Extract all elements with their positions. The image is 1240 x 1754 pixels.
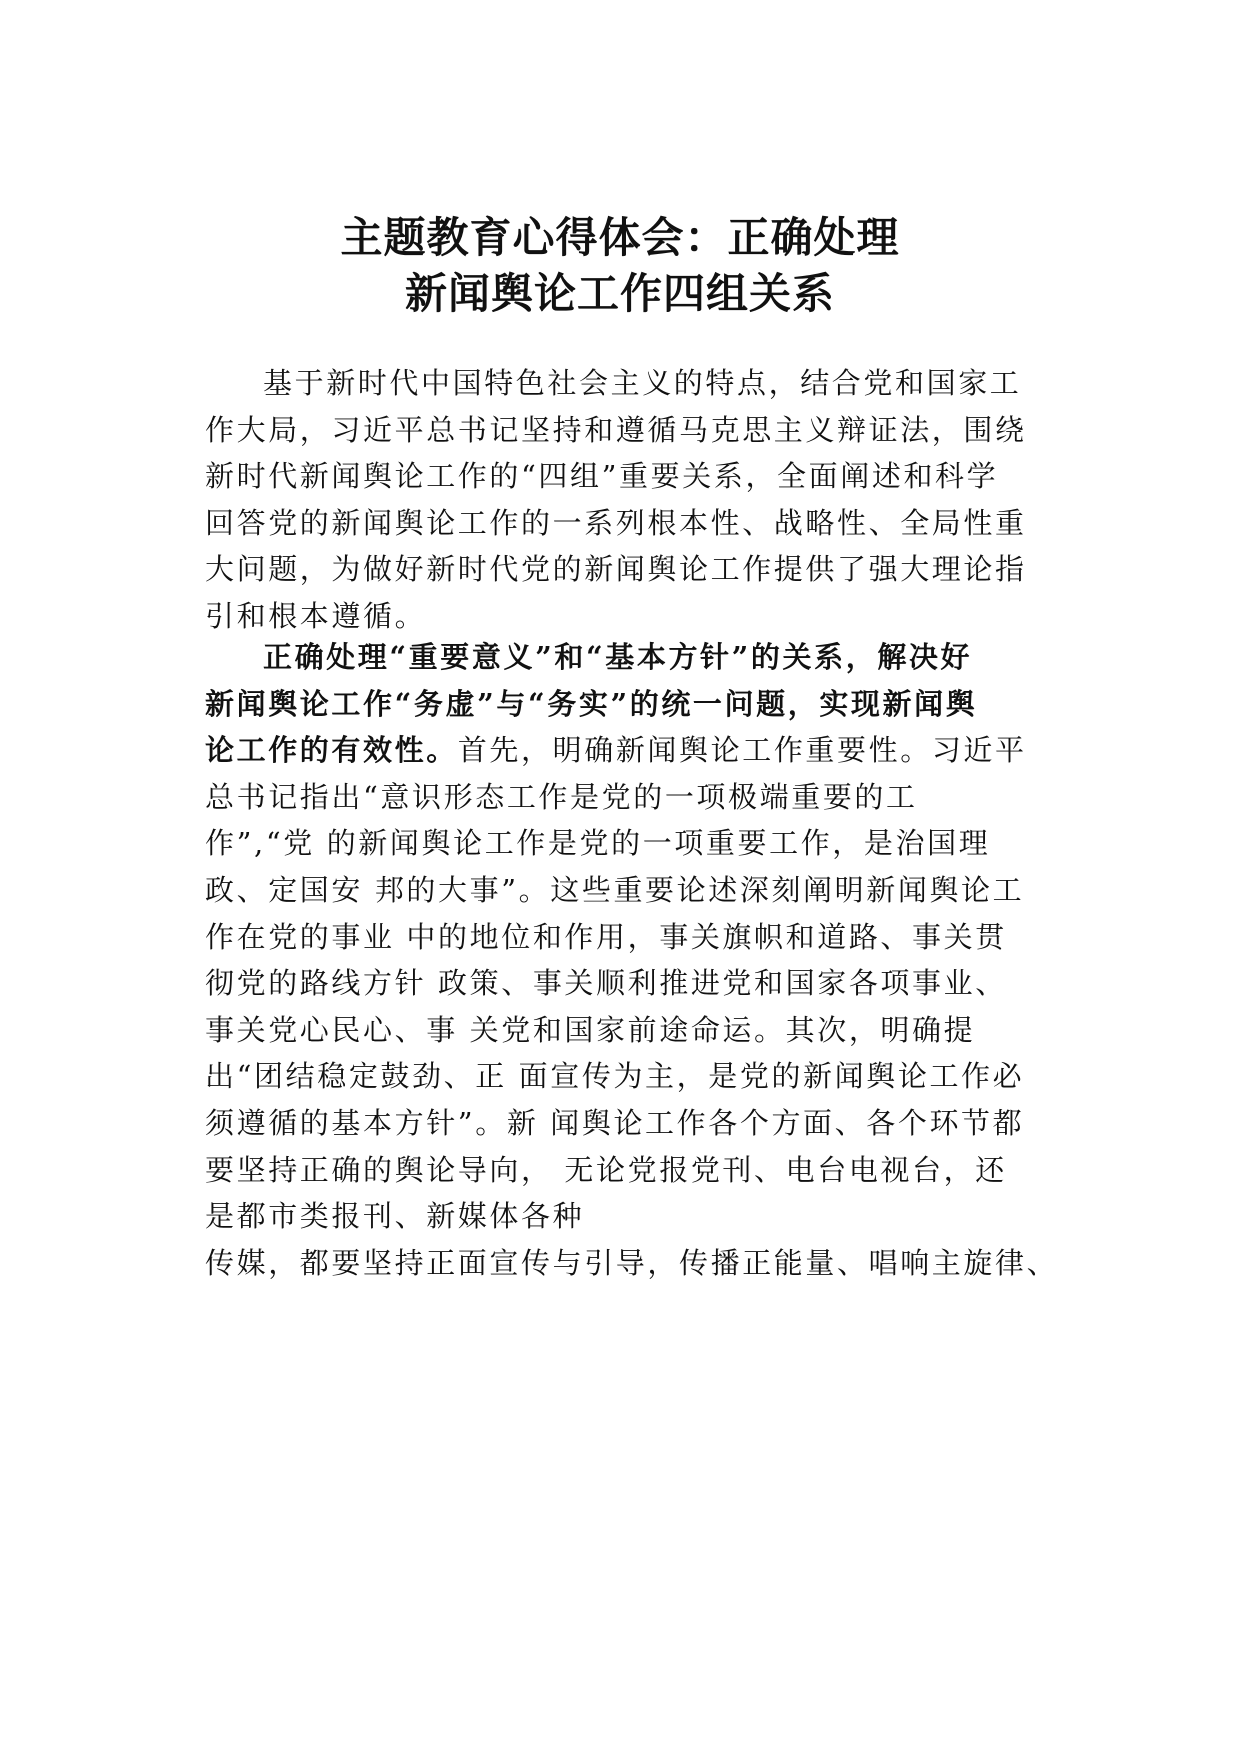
text-run: 彻党的路线方针 政策、事关顺利推进党和国家各项事业、 bbox=[205, 966, 1007, 1001]
text-line bbox=[205, 733, 1027, 768]
text-line bbox=[205, 1152, 1007, 1187]
bold-text-run: 新闻舆论工作“务虚”与“务实”的统一问题，实现新闻舆 bbox=[205, 686, 978, 721]
text-line bbox=[205, 826, 991, 861]
text-run: 事关党心民心、事 关党和国家前途命运。其次，明确提 bbox=[205, 1012, 976, 1047]
text-line bbox=[205, 552, 1027, 587]
text-line bbox=[205, 1108, 1024, 1138]
text-run: 作在党的事业 中的地位和作用，事关旗帜和道路、事关贯 bbox=[205, 919, 1007, 954]
text-line bbox=[205, 601, 426, 631]
text-line bbox=[205, 875, 1024, 905]
text-line bbox=[205, 779, 918, 814]
text-run: 首先，明确新闻舆论工作重要性。习近平 bbox=[457, 733, 1027, 768]
text-run: 基于新时代中国特色社会主义的特点，结合党和国家工 bbox=[263, 366, 1022, 400]
text-line bbox=[263, 642, 972, 672]
text-run: 新时代新闻舆论工作的“四组”重要关系，全面阐述和科学 bbox=[205, 459, 999, 494]
text-line bbox=[205, 1012, 976, 1047]
text-run: 传媒，都要坚持正面宣传与引导，传播正能量、唱响主旋律、 bbox=[205, 1245, 1059, 1280]
document-title bbox=[0, 210, 1240, 322]
text-run: 是都市类报刊、新媒体各种 bbox=[205, 1199, 585, 1234]
text-line bbox=[205, 459, 999, 494]
text-line bbox=[205, 1199, 585, 1234]
bold-text-run: 正确处理“重要意义”和“基本方针”的关系，解决好 bbox=[263, 640, 973, 674]
text-line bbox=[205, 1245, 1059, 1280]
text-line bbox=[205, 1059, 1025, 1094]
text-run: 总书记指出“意识形态工作是党的一项极端重要的工 bbox=[205, 779, 918, 814]
text-run: 大问题，为做好新时代党的新闻舆论工作提供了强大理论指 bbox=[205, 552, 1027, 587]
text-run: 作”,“党 的新闻舆论工作是党的一项重要工作，是治国理 bbox=[205, 826, 991, 861]
text-run: 要坚持正确的舆论导向， 无论党报党刊、电台电视台，还 bbox=[205, 1152, 1007, 1187]
text-line bbox=[205, 505, 1027, 540]
text-run: 回答党的新闻舆论工作的一系列根本性、战略性、全局性重 bbox=[205, 505, 1027, 540]
text-run: 引和根本遵循。 bbox=[205, 599, 427, 633]
text-line bbox=[205, 412, 1027, 447]
text-line bbox=[205, 686, 978, 721]
text-line bbox=[205, 919, 1007, 954]
text-line bbox=[205, 966, 1007, 1001]
text-run: 出“团结稳定鼓劲、正 面宣传为主，是党的新闻舆论工作必 bbox=[205, 1059, 1025, 1094]
bold-text-run: 论工作的有效性。 bbox=[205, 733, 458, 768]
text-line bbox=[263, 368, 1021, 398]
text-run: 须遵循的基本方针”。新 闻舆论工作各个方面、各个环节都 bbox=[205, 1106, 1025, 1140]
title-line-2: 新闻舆论工作四组关系 bbox=[404, 269, 835, 318]
text-run: 作大局，习近平总书记坚持和遵循马克思主义辩证法，围绕 bbox=[205, 412, 1027, 447]
text-run: 政、定国安 邦的大事”。这些重要论述深刻阐明新闻舆论工 bbox=[205, 873, 1025, 907]
title-line-1: 主题教育心得体会：正确处理 bbox=[340, 213, 900, 262]
